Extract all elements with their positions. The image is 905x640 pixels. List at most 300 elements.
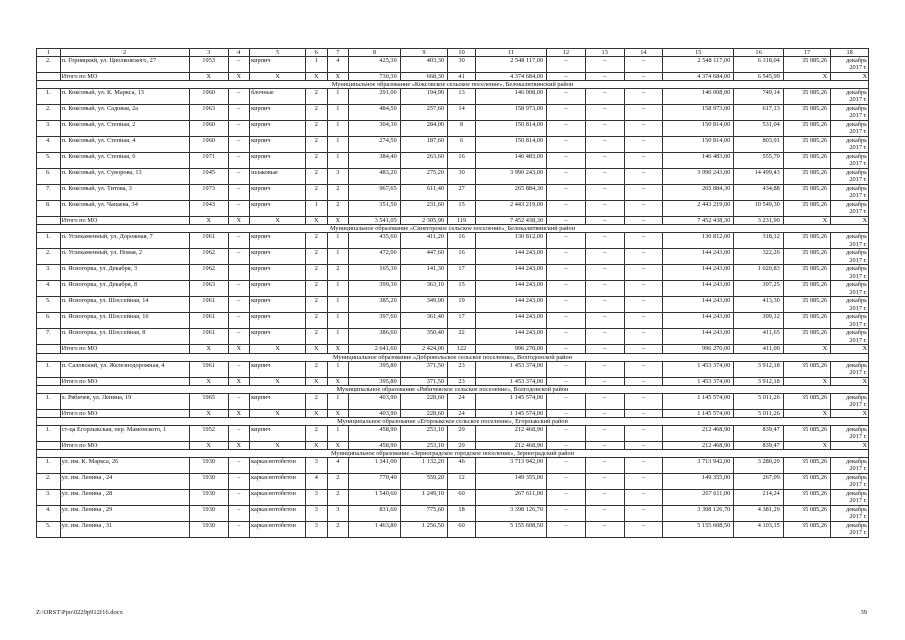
table-cell: 35 085,26	[783, 201, 830, 217]
table-cell: 144 243,00	[476, 297, 547, 313]
table-cell: 150 814,00	[476, 121, 547, 137]
table-cell: 150 814,00	[476, 137, 547, 153]
table-cell: 351,50	[349, 201, 401, 217]
table-cell: 35 085,26	[783, 522, 830, 538]
table-cell: X	[831, 409, 869, 417]
table-cell	[228, 265, 250, 281]
column-number-cell: 6	[306, 49, 328, 57]
table-cell: 386,60	[349, 329, 401, 345]
building-row	[37, 249, 869, 265]
table-cell: 1952	[189, 426, 228, 442]
table-cell: 144 243,00	[663, 329, 734, 345]
table-cell: 1	[327, 137, 349, 153]
table-cell: 253,10	[400, 442, 447, 450]
table-cell: 839,47	[734, 442, 784, 450]
table-cell: кирпич	[250, 137, 306, 153]
table-cell: 212 468,90	[663, 442, 734, 450]
table-cell: Итого по МО	[60, 345, 189, 353]
table-cell: кирпич	[250, 153, 306, 169]
table-cell: –	[624, 153, 663, 169]
table-cell: 458,90	[349, 442, 401, 450]
table-cell: –	[228, 281, 250, 297]
table-cell: 403,90	[349, 409, 401, 417]
table-cell: 1960	[189, 121, 228, 137]
table-cell: 35 085,26	[783, 474, 830, 490]
table-cell: 1.	[37, 233, 61, 249]
table-cell: 1961	[189, 297, 228, 313]
table-cell: X	[189, 345, 228, 353]
table-cell: –	[228, 233, 250, 249]
table-cell	[37, 345, 61, 353]
table-cell: 1	[327, 329, 349, 345]
table-cell: 3	[306, 490, 328, 506]
table-cell: 1963	[189, 281, 228, 297]
table-cell: 13	[448, 89, 476, 105]
table-cell: декабрь 2017 г.	[831, 361, 869, 377]
table-cell: 2	[306, 105, 328, 121]
table-cell: ул. им. Ленина , 31	[60, 522, 189, 538]
table-cell: 35 085,26	[783, 361, 830, 377]
table-cell: 144 243,00	[663, 281, 734, 297]
table-cell: декабрь 2017 г.	[831, 169, 869, 185]
table-cell: 371,50	[400, 377, 447, 385]
table-cell: п. Углекаменный, ул. Новая, 2	[60, 249, 189, 265]
table-cell: 3	[327, 169, 349, 185]
table-cell: 17	[448, 313, 476, 329]
table-cell: 35 085,26	[783, 458, 830, 474]
table-cell: 2	[306, 361, 328, 377]
table-cell: 35 085,26	[783, 393, 830, 409]
table-cell: X	[250, 345, 306, 353]
building-row	[37, 506, 869, 522]
table-cell: 2	[306, 249, 328, 265]
building-row	[37, 265, 869, 281]
column-number-cell: 3	[189, 49, 228, 57]
table-cell: п. Горняцкий, ул. Циолковского, 27	[60, 57, 189, 73]
municipality-section-row	[37, 81, 869, 89]
table-cell: X	[831, 217, 869, 225]
table-cell: 284,00	[400, 121, 447, 137]
table-cell: –	[547, 426, 586, 442]
table-cell: 611,40	[400, 185, 447, 201]
table-cell: 1962	[189, 249, 228, 265]
table-cell: –	[585, 121, 624, 137]
table-cell: –	[547, 89, 586, 105]
table-cell: –	[624, 442, 663, 450]
table-cell: 7.	[37, 329, 61, 345]
table-cell: 349,00	[400, 297, 447, 313]
table-cell: 2.	[37, 57, 61, 73]
table-cell: 1961	[189, 313, 228, 329]
table-cell: шлаковые	[250, 169, 306, 185]
table-cell: –	[585, 426, 624, 442]
table-cell: –	[624, 185, 663, 201]
table-cell: 399,30	[349, 281, 401, 297]
table-cell: 397,60	[349, 313, 401, 329]
table-cell: 403,90	[349, 393, 401, 409]
table-cell: декабрь 2017 г.	[831, 121, 869, 137]
table-cell: –	[624, 426, 663, 442]
table-cell: 668,30	[400, 73, 447, 81]
table-cell: 1.	[37, 458, 61, 474]
table-cell: –	[547, 393, 586, 409]
building-row	[37, 105, 869, 121]
table-cell: 1	[327, 281, 349, 297]
page-number: 39	[860, 609, 867, 616]
table-cell: ул. им. Ленина , 29	[60, 506, 189, 522]
table-cell: 2 548 117,00	[476, 57, 547, 73]
table-cell: 2	[327, 185, 349, 201]
table-cell: 122	[448, 345, 476, 353]
table-cell: 2	[306, 297, 328, 313]
table-cell: –	[547, 313, 586, 329]
table-cell: 1 132,20	[400, 458, 447, 474]
table-cell: 2	[306, 89, 328, 105]
column-number-cell: 2	[60, 49, 189, 57]
table-cell: 395,80	[349, 361, 401, 377]
table-cell: 5 155 608,50	[476, 522, 547, 538]
table-cell: 3 912,18	[734, 377, 784, 385]
table-cell: 1960	[189, 89, 228, 105]
table-cell: 41	[448, 73, 476, 81]
table-cell: X	[783, 377, 830, 385]
table-cell: –	[585, 393, 624, 409]
table-cell: –	[624, 490, 663, 506]
table-cell: –	[585, 233, 624, 249]
table-cell: –	[228, 185, 250, 201]
column-number-cell: 8	[349, 49, 401, 57]
table-cell: X	[783, 345, 830, 353]
table-cell: X	[250, 409, 306, 417]
table-cell: 1	[306, 57, 328, 73]
table-cell: п. Коксовый, ул. Степная, 2	[60, 121, 189, 137]
table-cell: 4	[327, 57, 349, 73]
table-cell: 2 443 219,00	[663, 201, 734, 217]
table-cell: 265 884,30	[663, 185, 734, 201]
table-cell: 6 545,99	[734, 73, 784, 81]
table-cell: 253,10	[400, 426, 447, 442]
table-cell: 16	[448, 249, 476, 265]
municipality-section-title: Муниципальное образование «Рябичевское сельское поселение», Волгодонской район	[37, 385, 869, 393]
table-cell: 395,80	[349, 377, 401, 385]
table-cell: кирпич	[250, 233, 306, 249]
table-cell: каркаснотобетон	[250, 522, 306, 538]
table-cell: –	[547, 73, 586, 81]
table-cell: 363,10	[400, 281, 447, 297]
table-cell: 144 243,00	[476, 249, 547, 265]
table-cell: 3 280,29	[734, 458, 784, 474]
table-cell: 119	[448, 217, 476, 225]
table-cell: –	[547, 265, 586, 281]
table-cell: 16	[448, 153, 476, 169]
municipality-section-title: Муниципальное образование «Егорлыкское сельское поселение», Егорлыкский район	[37, 417, 869, 425]
table-cell: п. Коксовый, ул. Степная, 6	[60, 153, 189, 169]
table-cell: 3 713 942,00	[663, 458, 734, 474]
table-cell: п. Ясногорка, ул. Шоссейная, 8	[60, 329, 189, 345]
table-cell: ул. им. К. Маркса, 26	[60, 458, 189, 474]
table-cell: X	[250, 377, 306, 385]
table-cell: 4 103,15	[734, 522, 784, 538]
table-cell: 803,91	[734, 137, 784, 153]
table-cell: 146 008,00	[663, 89, 734, 105]
table-cell: декабрь 2017 г.	[831, 506, 869, 522]
table-cell: 4 374 684,00	[476, 73, 547, 81]
table-cell: 361,40	[400, 313, 447, 329]
table-cell: –	[624, 281, 663, 297]
building-row	[37, 297, 869, 313]
table-cell: Итого по МО	[60, 377, 189, 385]
total-row	[37, 377, 869, 385]
column-number-cell: 12	[547, 49, 586, 57]
table-cell: 425,30	[349, 57, 401, 73]
table-cell: –	[547, 217, 586, 225]
table-cell: 24	[448, 393, 476, 409]
table-cell: X	[831, 377, 869, 385]
table-cell: 411,65	[734, 329, 784, 345]
table-cell: –	[228, 506, 250, 522]
table-cell: –	[624, 329, 663, 345]
table-cell: 2	[306, 265, 328, 281]
table-cell: 212 468,90	[476, 442, 547, 450]
table-cell: –	[585, 281, 624, 297]
table-cell: 411,00	[734, 345, 784, 353]
table-cell: 275,20	[400, 169, 447, 185]
table-cell: 617,13	[734, 105, 784, 121]
table-cell: 1961	[189, 233, 228, 249]
table-cell: 141,30	[400, 265, 447, 281]
table-cell: 385,20	[349, 297, 401, 313]
table-cell: 1 453 374,00	[663, 377, 734, 385]
column-number-cell: 1	[37, 49, 61, 57]
table-cell: –	[624, 522, 663, 538]
building-row	[37, 458, 869, 474]
table-cell: 144 243,00	[663, 313, 734, 329]
table-cell: 15	[448, 281, 476, 297]
table-cell: 291,00	[349, 89, 401, 105]
table-cell: 555,70	[734, 153, 784, 169]
table-cell: –	[547, 105, 586, 121]
table-cell: 1930	[189, 522, 228, 538]
table-cell: 35 085,26	[783, 169, 830, 185]
municipality-section-title: Муниципальное образование «Зерноградское городское поселение», Зерноградский район	[37, 450, 869, 458]
building-row	[37, 313, 869, 329]
table-cell: 1961	[189, 329, 228, 345]
table-cell: 4.	[37, 281, 61, 297]
table-cell: –	[547, 153, 586, 169]
table-cell: 2	[327, 522, 349, 538]
table-cell: –	[547, 474, 586, 490]
table-cell: X	[306, 409, 328, 417]
table-cell: –	[585, 201, 624, 217]
table-cell	[37, 409, 61, 417]
table-cell: –	[624, 458, 663, 474]
table-cell: –	[547, 458, 586, 474]
table-cell: –	[228, 249, 250, 265]
table-cell: 2 424,00	[400, 345, 447, 353]
total-row	[37, 409, 869, 417]
table-cell: 35 085,26	[783, 265, 830, 281]
table-cell: 996 270,00	[476, 345, 547, 353]
table-cell: 267 611,00	[476, 490, 547, 506]
table-cell: –	[228, 297, 250, 313]
table-cell: 1	[327, 313, 349, 329]
building-row	[37, 281, 869, 297]
table-cell: 1 540,60	[349, 490, 401, 506]
table-cell: –	[228, 201, 250, 217]
column-number-cell: 10	[448, 49, 476, 57]
table-cell: –	[228, 426, 250, 442]
table-cell: 214,24	[734, 490, 784, 506]
table-cell: –	[585, 265, 624, 281]
table-cell: 3 912,18	[734, 361, 784, 377]
table-cell: 4 374 684,00	[663, 73, 734, 81]
table-cell: 371,50	[400, 361, 447, 377]
table-cell: декабрь 2017 г.	[831, 490, 869, 506]
table-cell: –	[585, 329, 624, 345]
table-cell: –	[228, 393, 250, 409]
table-cell: X	[228, 345, 250, 353]
table-cell: 144 243,00	[663, 249, 734, 265]
table-cell: –	[585, 137, 624, 153]
table-cell: 35 085,26	[783, 89, 830, 105]
table-cell: 3	[306, 458, 328, 474]
total-row	[37, 217, 869, 225]
table-cell: X	[327, 377, 349, 385]
table-cell: 531,04	[734, 121, 784, 137]
table-cell: 8.	[37, 201, 61, 217]
table-cell: 1 145 574,00	[476, 393, 547, 409]
table-cell: 2	[306, 185, 328, 201]
table-cell: 2 641,60	[349, 345, 401, 353]
table-cell	[37, 442, 61, 450]
table-cell: 3	[306, 506, 328, 522]
table-cell: 1962	[189, 265, 228, 281]
table-cell: декабрь 2017 г.	[831, 233, 869, 249]
table-cell: –	[624, 377, 663, 385]
table-cell: 1930	[189, 458, 228, 474]
table-cell: –	[624, 474, 663, 490]
table-cell: 1943	[189, 201, 228, 217]
column-number-cell: 7	[327, 49, 349, 57]
table-cell: кирпич	[250, 329, 306, 345]
table-cell: Итого по МО	[60, 409, 189, 417]
table-cell: 35 085,26	[783, 506, 830, 522]
table-cell: декабрь 2017 г.	[831, 297, 869, 313]
table-cell: 1 145 574,00	[476, 409, 547, 417]
table-cell: –	[228, 490, 250, 506]
table-cell: 146 008,00	[476, 89, 547, 105]
column-number-cell: 9	[400, 49, 447, 57]
column-number-cell: 18	[831, 49, 869, 57]
table-cell: декабрь 2017 г.	[831, 281, 869, 297]
table-cell: X	[306, 345, 328, 353]
table-cell: 1 145 574,00	[663, 393, 734, 409]
table-cell: 2	[306, 281, 328, 297]
table-cell: X	[189, 217, 228, 225]
table-cell: 318,12	[734, 233, 784, 249]
building-row	[37, 490, 869, 506]
table-cell: кирпич	[250, 185, 306, 201]
table-cell: декабрь 2017 г.	[831, 249, 869, 265]
table-cell: 150 814,00	[663, 137, 734, 153]
table-cell: 165,30	[349, 265, 401, 281]
table-cell: X	[228, 377, 250, 385]
table-cell: X	[831, 73, 869, 81]
table-cell: декабрь 2017 г.	[831, 201, 869, 217]
table-cell: –	[228, 329, 250, 345]
table-cell: декабрь 2017 г.	[831, 137, 869, 153]
table-cell: 2	[327, 490, 349, 506]
table-cell: декабрь 2017 г.	[831, 89, 869, 105]
table-cell: –	[547, 137, 586, 153]
table-cell: X	[306, 442, 328, 450]
table-cell: 2	[306, 393, 328, 409]
table-cell: X	[228, 442, 250, 450]
table-cell: 2	[306, 426, 328, 442]
municipality-section-row	[37, 450, 869, 458]
table-cell: 46	[448, 458, 476, 474]
table-cell: 350,40	[400, 329, 447, 345]
table-cell: 19	[448, 297, 476, 313]
municipality-section-row	[37, 353, 869, 361]
table-cell: 559,20	[400, 474, 447, 490]
building-row	[37, 233, 869, 249]
table-cell: X	[228, 409, 250, 417]
table-cell: 6 318,04	[734, 57, 784, 73]
table-cell: –	[624, 121, 663, 137]
table-cell: 1930	[189, 490, 228, 506]
table-cell: –	[547, 442, 586, 450]
table-cell: 3 713 942,00	[476, 458, 547, 474]
table-cell: 4	[306, 474, 328, 490]
table-cell: –	[624, 105, 663, 121]
table-cell: 35 085,26	[783, 329, 830, 345]
table-cell: 770,40	[349, 474, 401, 490]
building-row	[37, 169, 869, 185]
table-cell: 1	[327, 297, 349, 313]
table-cell: –	[624, 297, 663, 313]
table-cell: декабрь 2017 г.	[831, 522, 869, 538]
table-cell: 2.	[37, 105, 61, 121]
table-cell: 3 231,90	[734, 217, 784, 225]
table-cell: 5 011,26	[734, 393, 784, 409]
table-cell: 472,00	[349, 249, 401, 265]
table-cell: 1.	[37, 393, 61, 409]
building-row	[37, 89, 869, 105]
table-cell: 7 452 438,30	[663, 217, 734, 225]
column-number-row	[37, 49, 869, 57]
table-cell: 1	[327, 393, 349, 409]
table-cell: 18	[448, 506, 476, 522]
column-number-cell: 11	[476, 49, 547, 57]
register-table-wrapper	[36, 48, 869, 538]
table-cell: п. Саловский, ул. Железнодорожная, 4	[60, 361, 189, 377]
table-cell: 399,12	[734, 313, 784, 329]
table-cell: 27	[448, 185, 476, 201]
building-row	[37, 426, 869, 442]
building-row	[37, 329, 869, 345]
table-cell: 435,60	[349, 233, 401, 249]
table-cell: –	[228, 522, 250, 538]
table-cell: каркаснотобетон	[250, 490, 306, 506]
table-cell: 730,30	[349, 73, 401, 81]
municipality-section-row	[37, 225, 869, 233]
table-cell: 149 355,00	[476, 474, 547, 490]
table-cell: –	[624, 265, 663, 281]
table-cell: –	[228, 153, 250, 169]
table-cell: X	[306, 73, 328, 81]
table-cell: 228,60	[400, 393, 447, 409]
